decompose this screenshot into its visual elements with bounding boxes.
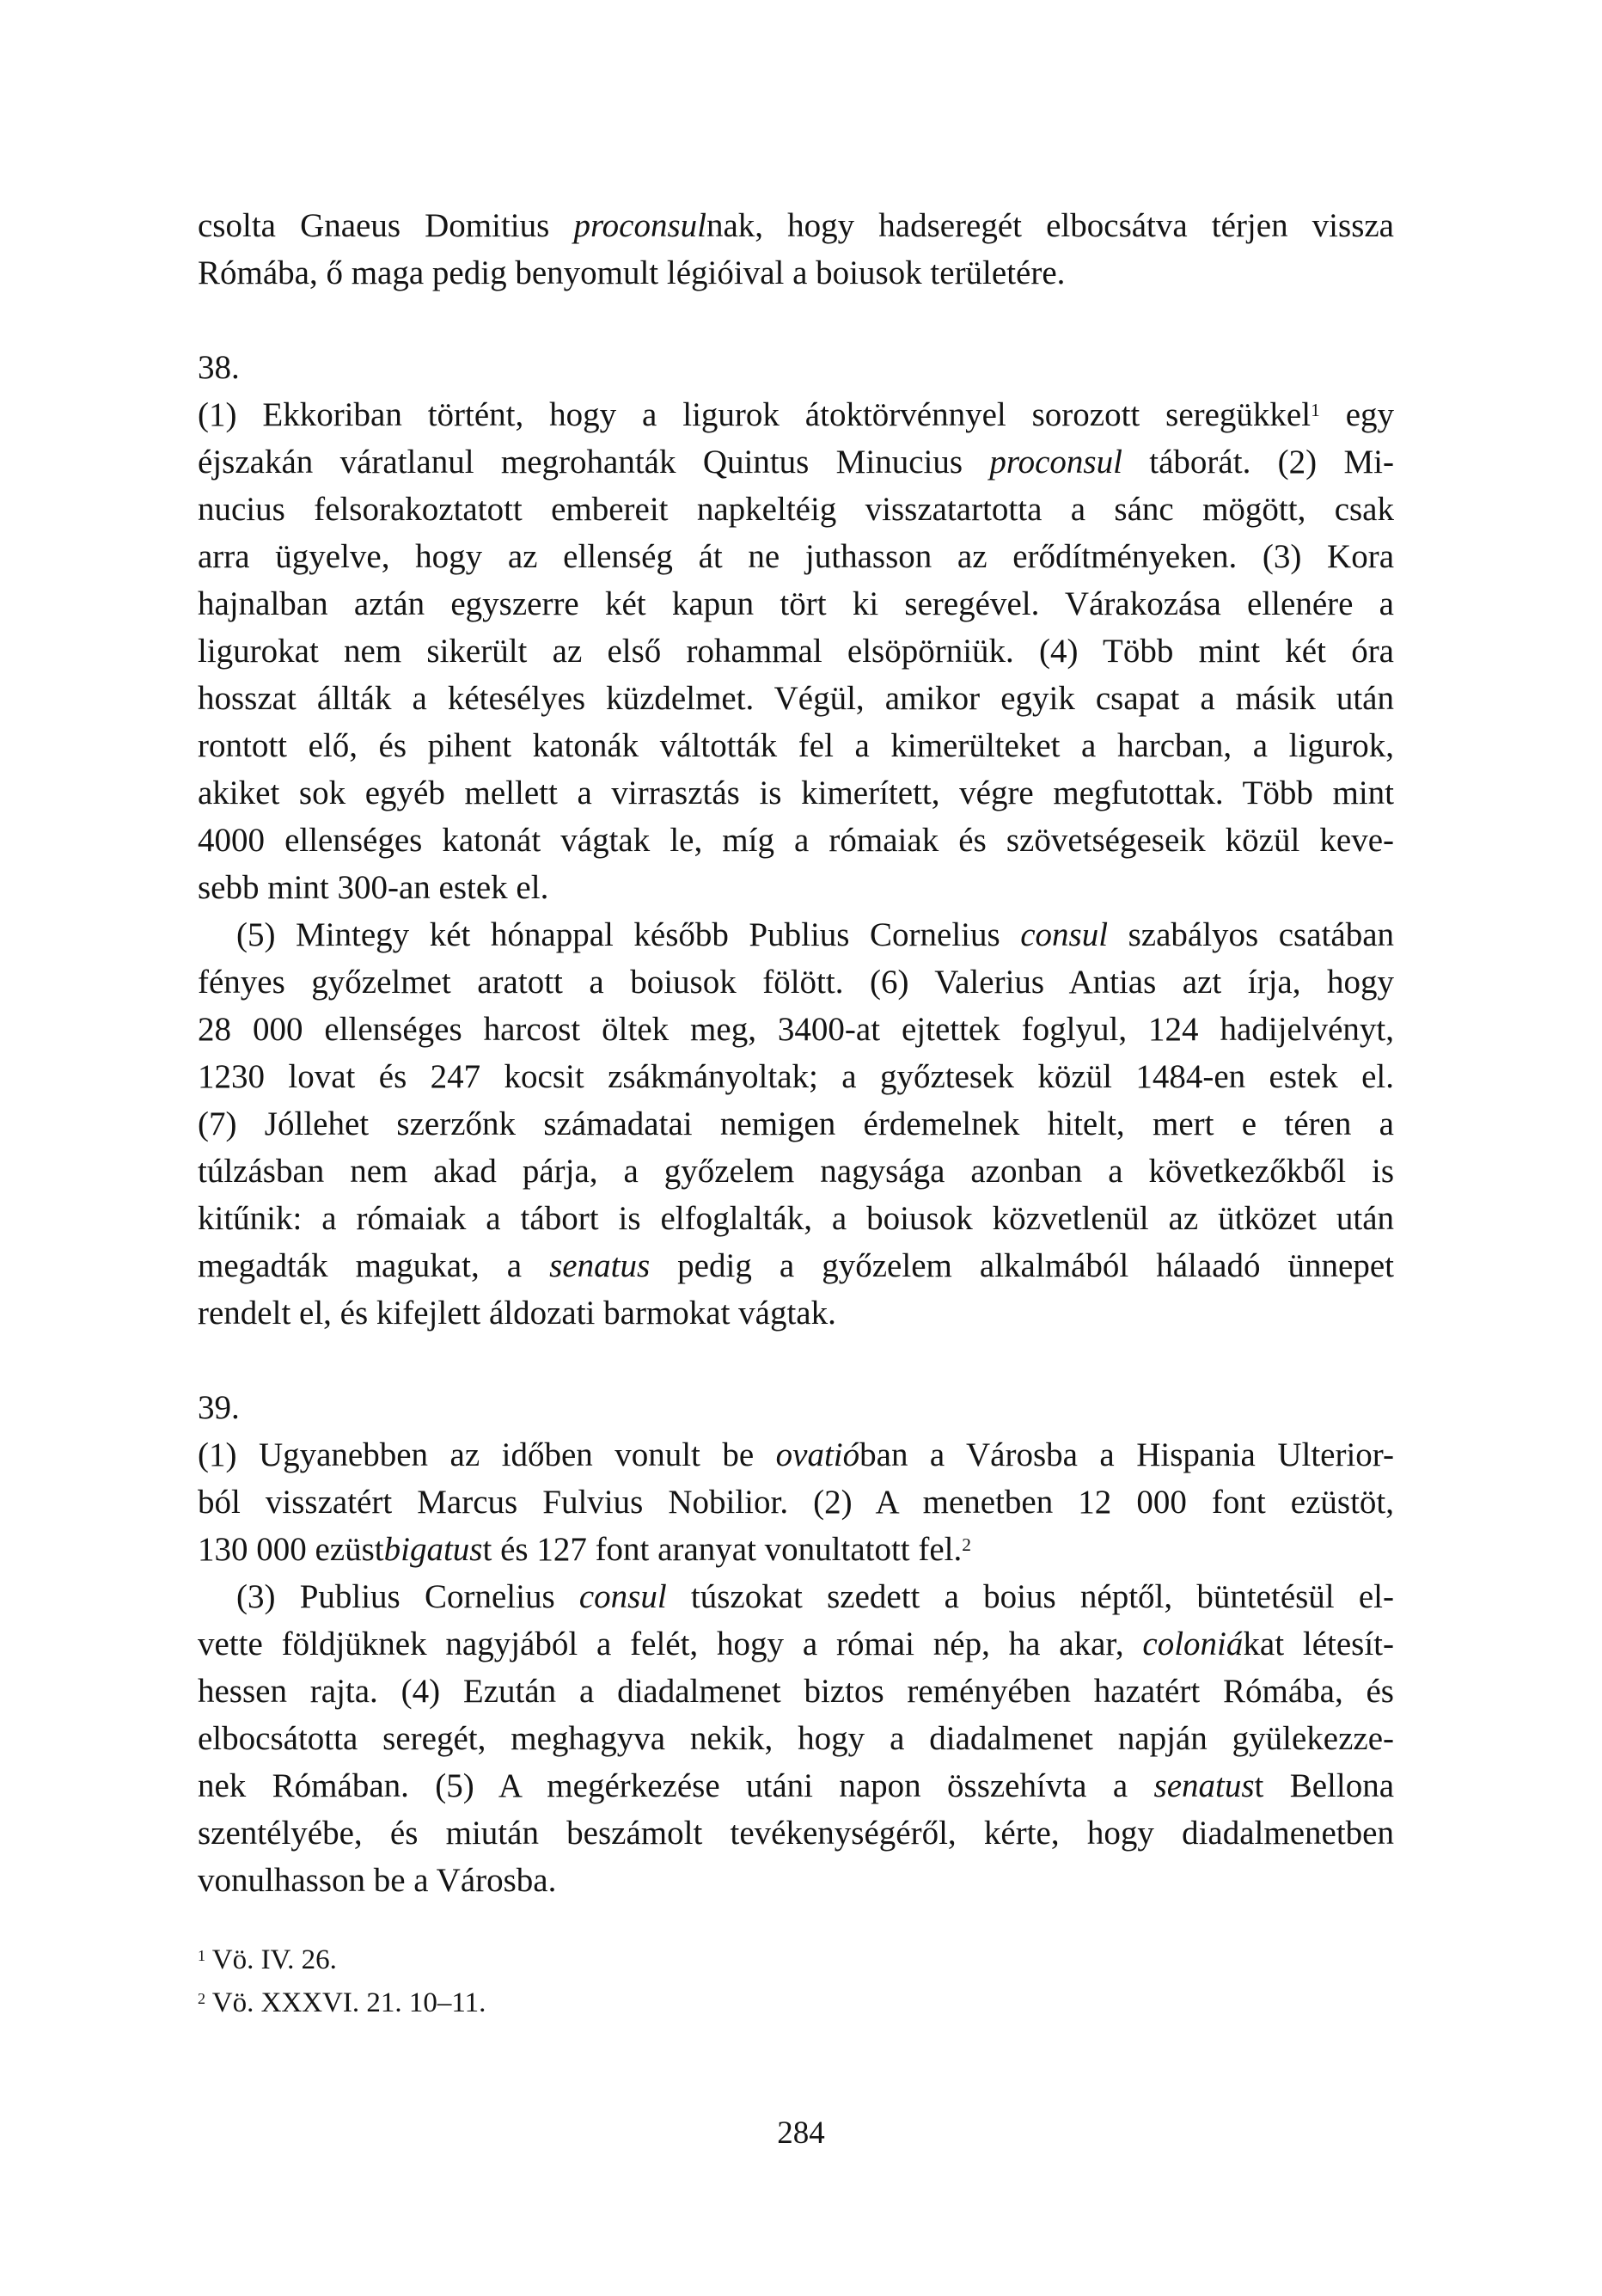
text-run: csolta Gnaeus Domitius <box>198 207 574 244</box>
text-run: (1) Ekkoriban történt, hogy a ligurok átoktörvénnyel sorozott seregükkel <box>198 396 1312 433</box>
text-run: szentélyébe, és miután beszámolt tevékenységéről, kérte, hogy diadalmenetben <box>198 1815 1394 1852</box>
text-run: nak, hogy hadseregét elbocsátva térjen vissza <box>706 207 1394 244</box>
text-run: túlzásban nem akad párja, a győzelem nagysága azonban a következőkből is <box>198 1153 1394 1190</box>
text-line <box>198 1431 1394 1479</box>
text-run: éjszakán váratlanul megrohanták Quintus Minucius <box>198 444 990 481</box>
text-line <box>198 958 1394 1006</box>
paragraph-38-1 <box>198 391 1394 911</box>
text-block <box>198 202 1394 2024</box>
text-line <box>198 202 1394 249</box>
text-run: rendelt el, és kifejlett áldozati barmokat vágtak. <box>198 1295 836 1332</box>
text-line <box>198 249 1394 297</box>
paragraph-39-2 <box>198 1573 1394 1904</box>
text-run: akiket sok egyéb mellett a virrasztás is kimerített, végre megfutottak. Több mint <box>198 775 1394 811</box>
section-heading-39 <box>198 1384 1394 1431</box>
text-run: (3) Publius Cornelius <box>236 1578 579 1615</box>
italic-term: senatus <box>1153 1767 1255 1804</box>
text-line <box>198 1242 1394 1289</box>
text-run: arra ügyelve, hogy az ellenség át ne juthasson az erődítményeken. (3) Kora <box>198 538 1394 575</box>
text-line <box>198 1573 1394 1620</box>
text-run: nucius felsorakoztatott embereit napkeltéig visszatartotta a sánc mögött, csak <box>198 491 1394 528</box>
text-line <box>198 1715 1394 1762</box>
text-line <box>198 1006 1394 1053</box>
text-run: (1) Ugyanebben az időben vonult be <box>198 1436 776 1473</box>
text-line <box>198 1809 1394 1857</box>
text-line <box>198 1857 1394 1904</box>
text-run: (7) Jóllehet szerzőnk számadatai nemigen érdemelnek hitelt, mert e téren a <box>198 1105 1394 1142</box>
text-run: ligurokat nem sikerült az első rohammal elsöpörniük. (4) Több mint két óra <box>198 633 1394 670</box>
text-run: elbocsátotta seregét, meghagyva nekik, hogy a diadalmenet napján gyülekezze- <box>198 1720 1394 1757</box>
footnotes <box>198 1938 1394 2024</box>
text-run: 1230 lovat és 247 kocsit zsákmányoltak; a győztesek közül 1484-en estek el. <box>198 1058 1394 1095</box>
text-run: t Bellona <box>1254 1767 1395 1804</box>
text-line <box>198 1526 1394 1573</box>
text-run: 4000 ellenséges katonát vágtak le, míg a rómaiak és szövetségeseik közül keve- <box>198 822 1394 859</box>
text-run: pedig a győzelem alkalmából hálaadó ünnepet <box>650 1247 1394 1284</box>
text-line <box>198 1620 1394 1668</box>
text-run: (5) Mintegy két hónappal később Publius Cornelius <box>236 916 1021 953</box>
text-line <box>198 1479 1394 1526</box>
text-run: nek Rómában. (5) A megérkezése utáni napon összehívta a <box>198 1767 1154 1804</box>
italic-term: ovatió <box>775 1436 860 1473</box>
footnote-reference: 1 <box>198 1946 206 1964</box>
footnote-reference: 2 <box>962 1534 971 1556</box>
text-run: sebb mint 300-an estek el. <box>198 869 549 906</box>
text-run: kitűnik: a rómaiak a tábort is elfoglalták, a boiusok közvetlenül az ütközet után <box>198 1200 1394 1237</box>
text-line <box>198 911 1394 958</box>
text-line <box>198 1053 1394 1100</box>
text-run: rontott elő, és pihent katonák váltották fel a kimerülteket a harcban, a ligurok, <box>198 727 1394 764</box>
text-line <box>198 864 1394 911</box>
text-line <box>198 817 1394 864</box>
text-line <box>198 769 1394 817</box>
text-line <box>198 628 1394 675</box>
text-line <box>198 675 1394 722</box>
text-line <box>198 1100 1394 1148</box>
text-run: Rómába, ő maga pedig benyomult légióival a boiusok területére. <box>198 254 1066 291</box>
page-number: 284 <box>777 2115 825 2151</box>
paragraph-37-continuation <box>198 202 1394 297</box>
text-line <box>198 722 1394 769</box>
text-line <box>198 1384 1394 1431</box>
text-run: 38. <box>198 349 240 386</box>
text-run: Vö. IV. 26. <box>205 1944 337 1975</box>
italic-term: coloniá <box>1142 1626 1244 1662</box>
text-run: táborát. (2) Mi- <box>1122 444 1394 481</box>
text-run: 39. <box>198 1389 240 1426</box>
italic-term: consul <box>1020 916 1109 953</box>
text-run: 130 000 ezüst <box>198 1531 384 1568</box>
footnote-2 <box>198 1981 1394 2024</box>
text-run: fényes győzelmet aratott a boiusok fölött. (6) Valerius Antias azt írja, hogy <box>198 964 1394 1001</box>
paragraph-39-1 <box>198 1431 1394 1573</box>
text-run: kat létesít- <box>1243 1626 1394 1662</box>
text-run: megadták magukat, a <box>198 1247 550 1284</box>
text-line <box>198 1289 1394 1337</box>
italic-term: consul <box>578 1578 667 1615</box>
text-run: hosszat állták a kétesélyes küzdelmet. Végül, amikor egyik csapat a másik után <box>198 680 1394 717</box>
italic-term: proconsul <box>989 444 1122 481</box>
text-line <box>198 580 1394 628</box>
paragraph-38-2 <box>198 911 1394 1337</box>
text-run: hessen rajta. (4) Ezután a diadalmenet biztos reményében hazatért Rómába, és <box>198 1673 1394 1710</box>
text-run: szabályos csatában <box>1108 916 1395 953</box>
text-run: t és 127 font aranyat vonultatott fel. <box>482 1531 963 1568</box>
text-run: ban a Városba a Hispania Ulterior- <box>859 1436 1394 1473</box>
text-line <box>198 486 1394 533</box>
text-run: vonulhasson be a Városba. <box>198 1862 557 1899</box>
text-run: túszokat szedett a boius néptől, büntetésül el- <box>666 1578 1394 1615</box>
text-line <box>198 438 1394 486</box>
text-run: egy <box>1319 396 1394 433</box>
footnote-reference: 1 <box>1311 400 1320 421</box>
footnote-1 <box>198 1938 1394 1981</box>
text-line <box>198 344 1394 391</box>
text-run: ból visszatért Marcus Fulvius Nobilior. (2) A menetben 12 000 font ezüstöt, <box>198 1484 1394 1521</box>
text-run: Vö. XXXVI. 21. 10–11. <box>205 1987 486 2018</box>
section-heading-38 <box>198 344 1394 391</box>
italic-term: proconsul <box>573 207 706 244</box>
footnote-reference: 2 <box>198 1989 206 2007</box>
text-line <box>198 533 1394 580</box>
text-line <box>198 1762 1394 1809</box>
text-line <box>198 1195 1394 1242</box>
text-line <box>198 1668 1394 1715</box>
italic-term: bigatus <box>383 1531 483 1568</box>
text-run: 28 000 ellenséges harcost öltek meg, 3400-at ejtettek foglyul, 124 hadijelvényt, <box>198 1011 1394 1048</box>
italic-term: senatus <box>549 1247 651 1284</box>
text-run: hajnalban aztán egyszerre két kapun tört ki seregével. Várakozása ellenére a <box>198 585 1394 622</box>
text-run: vette földjüknek nagyjából a felét, hogy a római nép, ha akar, <box>198 1626 1143 1662</box>
text-line <box>198 391 1394 438</box>
text-line <box>198 1148 1394 1195</box>
